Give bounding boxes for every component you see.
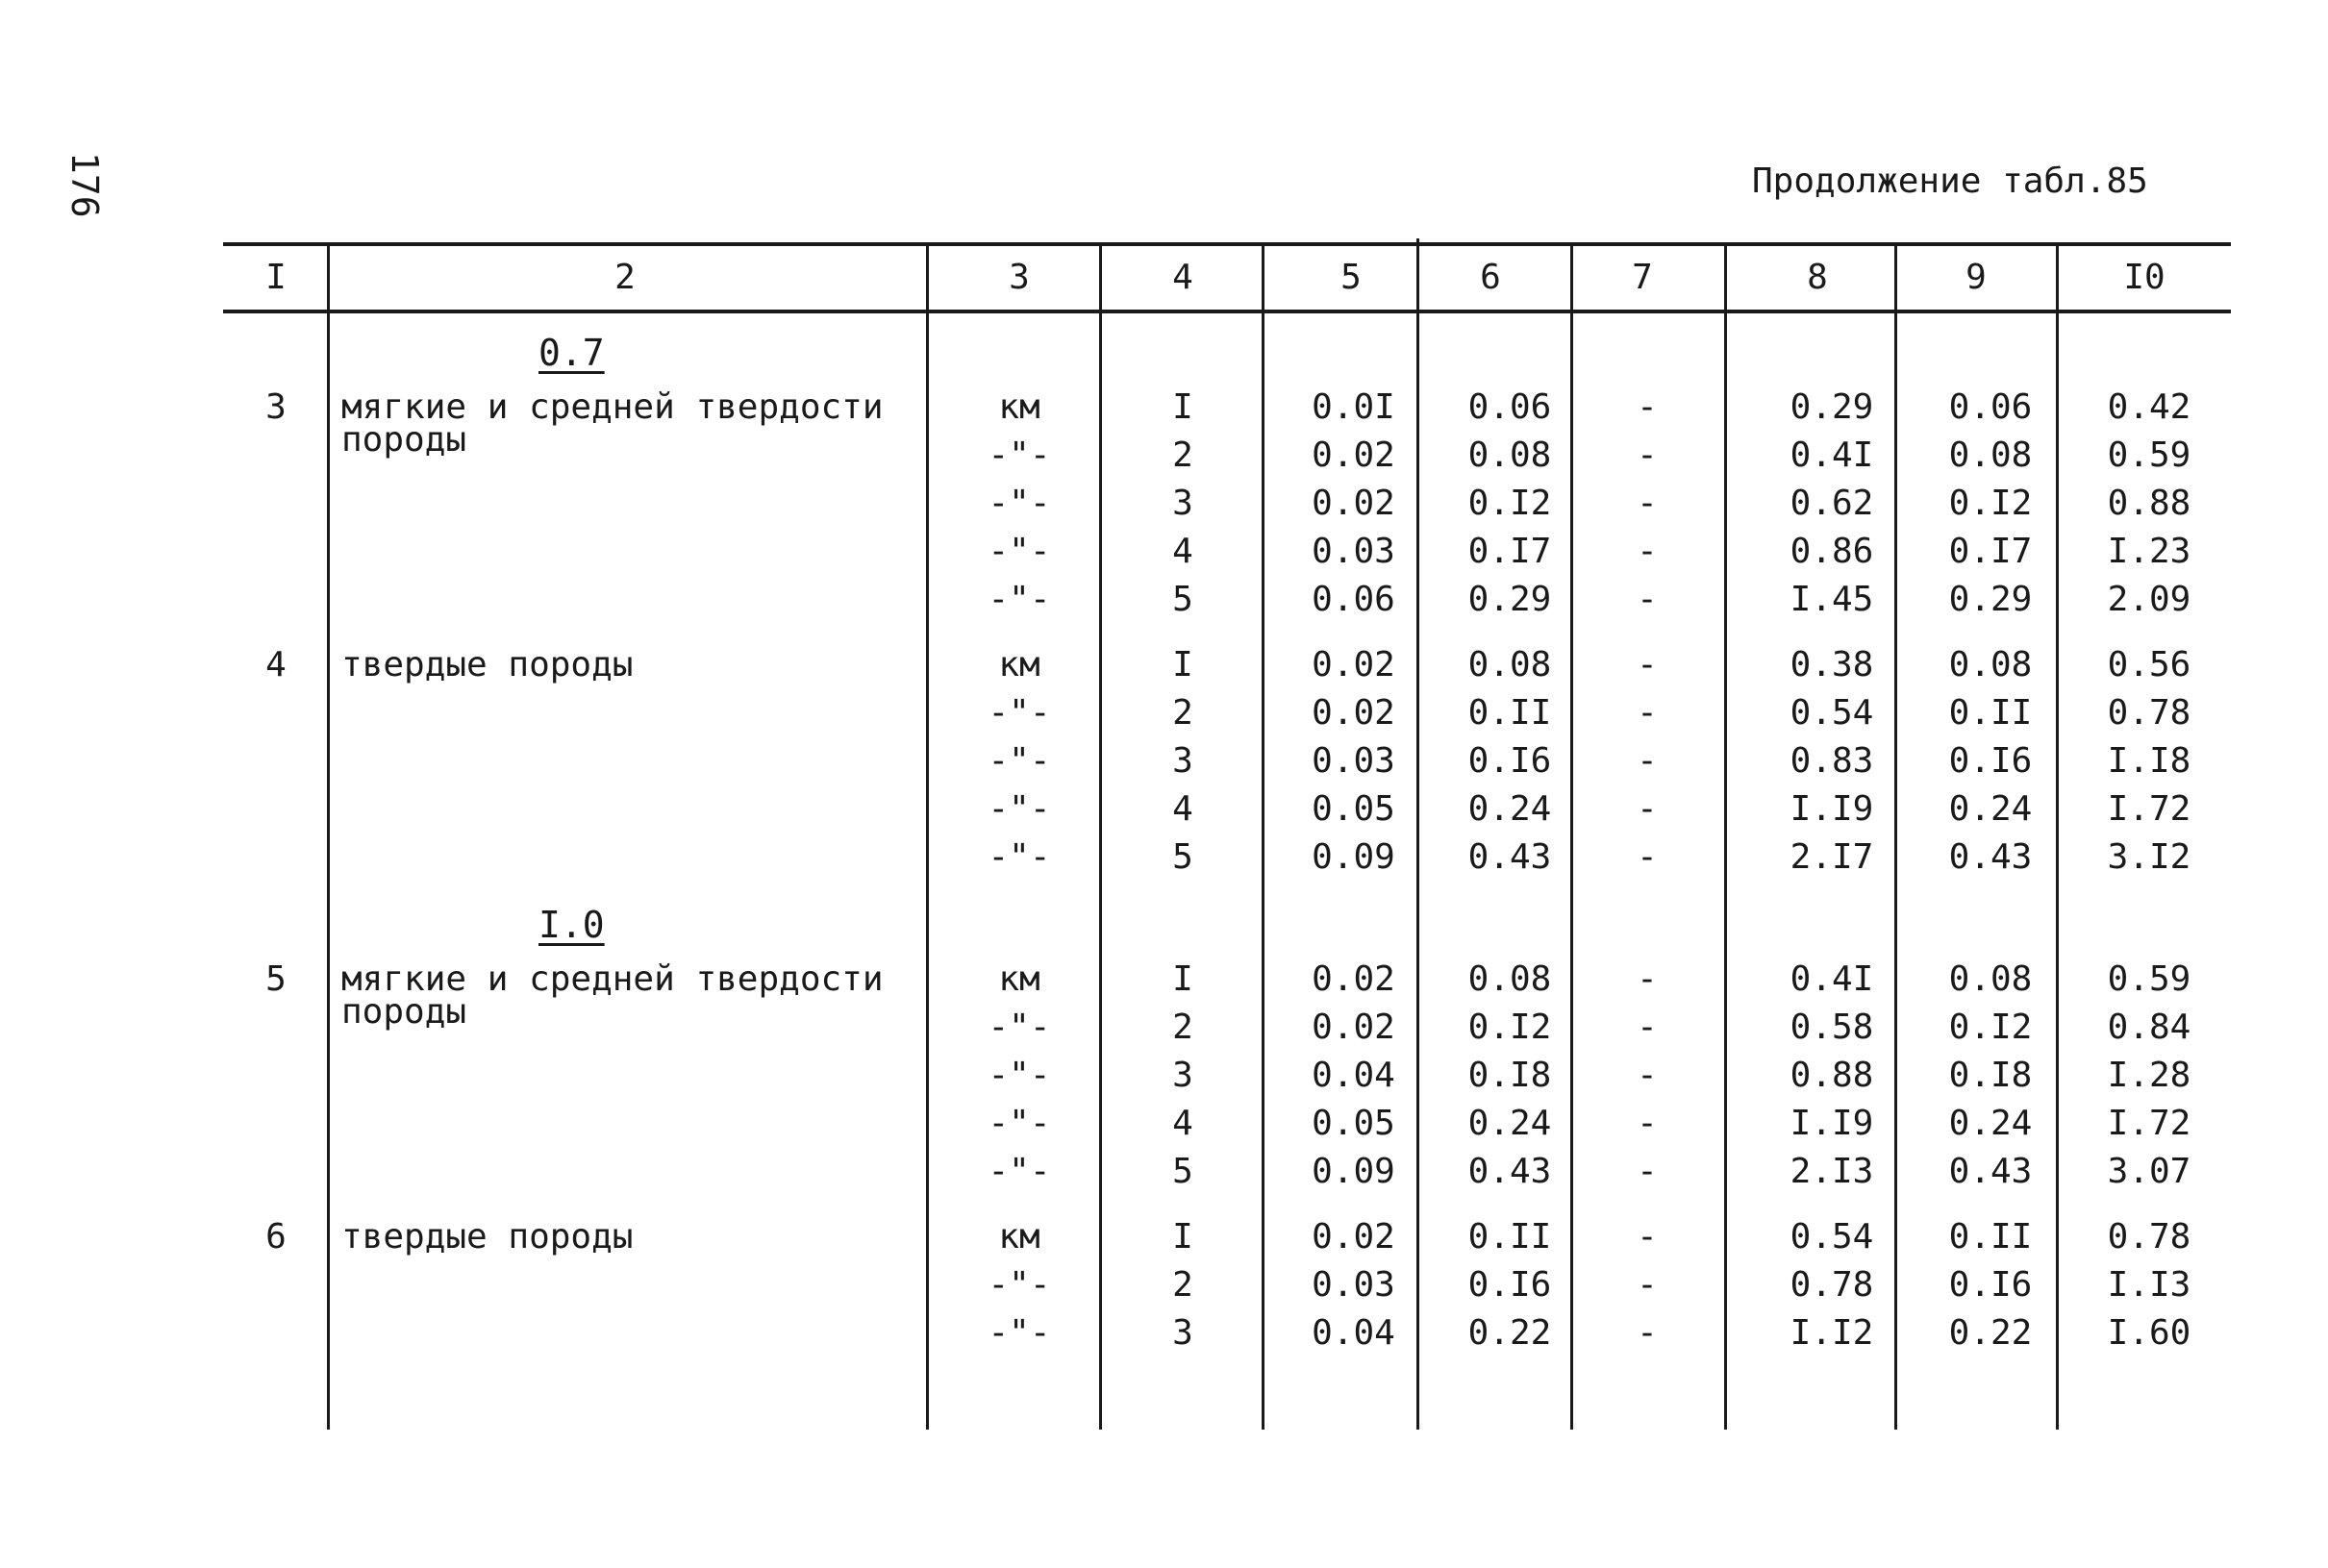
unit-cell: км [998, 959, 1040, 999]
col6-cell: 0.06 [1467, 387, 1552, 427]
col9-cell: 0.08 [1948, 645, 2033, 684]
column-divider [1894, 242, 1897, 1430]
col9-cell: 0.06 [1948, 387, 2033, 427]
col8-cell: 0.83 [1790, 741, 1874, 781]
col9-cell: 0.I2 [1948, 484, 2033, 523]
col4-cell: 5 [1172, 837, 1193, 877]
col4-cell: 2 [1172, 1265, 1193, 1305]
unit-cell: -"- [988, 1265, 1051, 1305]
section-label: I.0 [538, 904, 605, 946]
row-number: 4 [265, 645, 287, 684]
col6-cell: 0.24 [1467, 789, 1552, 829]
col4-cell: 5 [1172, 1152, 1193, 1191]
col4-cell: I [1172, 387, 1193, 427]
col9-cell: 0.I7 [1948, 532, 2033, 571]
col9-cell: 0.24 [1948, 1104, 2033, 1143]
col8-cell: 0.4I [1790, 436, 1874, 475]
col4-cell: 2 [1172, 693, 1193, 733]
col8-cell: 0.78 [1790, 1265, 1874, 1305]
column-divider [1724, 242, 1727, 1430]
unit-cell: км [998, 387, 1040, 427]
col7-cell: - [1637, 693, 1658, 733]
col6-cell: 0.II [1467, 1217, 1552, 1257]
header-cell: 3 [1009, 258, 1030, 297]
col6-cell: 0.22 [1467, 1313, 1552, 1353]
header-cell: 6 [1480, 258, 1501, 297]
row-description: мягкие и средней твердости [341, 959, 884, 999]
unit-cell: -"- [988, 532, 1051, 571]
col7-cell: - [1637, 1008, 1658, 1047]
col4-cell: 3 [1172, 484, 1193, 523]
col8-cell: I.I9 [1790, 1104, 1874, 1143]
section-label: 0.7 [538, 332, 605, 374]
col10-cell: 0.84 [2107, 1008, 2191, 1047]
unit-cell: -"- [988, 741, 1051, 781]
col4-cell: 5 [1172, 580, 1193, 619]
col5-cell: 0.02 [1312, 436, 1395, 475]
col9-cell: 0.24 [1948, 789, 2033, 829]
col6-cell: 0.I8 [1467, 1056, 1552, 1095]
col10-cell: I.72 [2107, 1104, 2191, 1143]
col10-cell: 0.56 [2107, 645, 2191, 684]
col8-cell: 2.I7 [1790, 837, 1874, 877]
unit-cell: -"- [988, 1008, 1051, 1047]
col6-cell: 0.I6 [1467, 741, 1552, 781]
col4-cell: I [1172, 1217, 1193, 1257]
column-divider [1099, 242, 1102, 1430]
col4-cell: I [1172, 645, 1193, 684]
col6-cell: 0.I7 [1467, 532, 1552, 571]
col6-cell: 0.II [1467, 693, 1552, 733]
col6-cell: 0.43 [1467, 1152, 1552, 1191]
col10-cell: I.23 [2107, 532, 2191, 571]
col8-cell: 0.58 [1790, 1008, 1874, 1047]
unit-cell: -"- [988, 1152, 1051, 1191]
col7-cell: - [1637, 387, 1658, 427]
col7-cell: - [1637, 436, 1658, 475]
col10-cell: 3.I2 [2107, 837, 2191, 877]
col10-cell: 0.78 [2107, 1217, 2191, 1257]
col10-cell: I.72 [2107, 789, 2191, 829]
col9-cell: 0.08 [1948, 959, 2033, 999]
col10-cell: I.60 [2107, 1313, 2191, 1353]
col10-cell: 3.07 [2107, 1152, 2191, 1191]
col5-cell: 0.03 [1312, 741, 1395, 781]
row-number: 6 [265, 1217, 287, 1257]
col6-cell: 0.I2 [1467, 484, 1552, 523]
col5-cell: 0.02 [1312, 1008, 1395, 1047]
col6-cell: 0.08 [1467, 645, 1552, 684]
col5-cell: 0.02 [1312, 484, 1395, 523]
col4-cell: 2 [1172, 1008, 1193, 1047]
col5-cell: 0.05 [1312, 789, 1395, 829]
col5-cell: 0.02 [1312, 645, 1395, 684]
col8-cell: 0.29 [1790, 387, 1874, 427]
col4-cell: 4 [1172, 1104, 1193, 1143]
col10-cell: 0.59 [2107, 959, 2191, 999]
col7-cell: - [1637, 484, 1658, 523]
col9-cell: 0.I6 [1948, 741, 2033, 781]
header-cell: 5 [1340, 258, 1362, 297]
header-bottom-rule [223, 310, 2231, 313]
col10-cell: I.28 [2107, 1056, 2191, 1095]
col10-cell: 0.78 [2107, 693, 2191, 733]
col6-cell: 0.08 [1467, 959, 1552, 999]
col6-cell: 0.29 [1467, 580, 1552, 619]
col4-cell: 4 [1172, 789, 1193, 829]
header-cell: 7 [1632, 258, 1653, 297]
header-cell: 2 [614, 258, 636, 297]
unit-cell: -"- [988, 789, 1051, 829]
row-description: породы [341, 420, 467, 460]
col9-cell: 0.22 [1948, 1313, 2033, 1353]
col8-cell: I.45 [1790, 580, 1874, 619]
col5-cell: 0.0I [1312, 387, 1395, 427]
header-cell: 9 [1965, 258, 1987, 297]
col8-cell: 0.86 [1790, 532, 1874, 571]
col5-cell: 0.02 [1312, 959, 1395, 999]
unit-cell: км [998, 1217, 1040, 1257]
col8-cell: 0.4I [1790, 959, 1874, 999]
row-description: породы [341, 992, 467, 1032]
col4-cell: 3 [1172, 741, 1193, 781]
header-cell: 4 [1172, 258, 1193, 297]
column-divider [1262, 242, 1264, 1430]
col7-cell: - [1637, 532, 1658, 571]
col7-cell: - [1637, 959, 1658, 999]
col6-cell: 0.I2 [1467, 1008, 1552, 1047]
col7-cell: - [1637, 837, 1658, 877]
row-description: твердые породы [341, 645, 634, 684]
unit-cell: -"- [988, 436, 1051, 475]
unit-cell: -"- [988, 1056, 1051, 1095]
col5-cell: 0.04 [1312, 1056, 1395, 1095]
col5-cell: 0.04 [1312, 1313, 1395, 1353]
col7-cell: - [1637, 1152, 1658, 1191]
col7-cell: - [1637, 1217, 1658, 1257]
col9-cell: 0.43 [1948, 1152, 2033, 1191]
col6-cell: 0.I6 [1467, 1265, 1552, 1305]
col7-cell: - [1637, 1265, 1658, 1305]
row-number: 5 [265, 959, 287, 999]
col9-cell: 0.08 [1948, 436, 2033, 475]
col5-cell: 0.09 [1312, 837, 1395, 877]
col10-cell: 2.09 [2107, 580, 2191, 619]
col8-cell: 0.88 [1790, 1056, 1874, 1095]
col7-cell: - [1637, 1104, 1658, 1143]
col9-cell: 0.II [1948, 693, 2033, 733]
col10-cell: I.I3 [2107, 1265, 2191, 1305]
col4-cell: 2 [1172, 436, 1193, 475]
col4-cell: 4 [1172, 532, 1193, 571]
col9-cell: 0.I6 [1948, 1265, 2033, 1305]
unit-cell: -"- [988, 837, 1051, 877]
col5-cell: 0.05 [1312, 1104, 1395, 1143]
col9-cell: 0.29 [1948, 580, 2033, 619]
col9-cell: 0.I8 [1948, 1056, 2033, 1095]
table-caption: Продолжение табл.85 [1752, 162, 2148, 201]
header-cell: I0 [2123, 258, 2165, 297]
col5-cell: 0.09 [1312, 1152, 1395, 1191]
col4-cell: I [1172, 959, 1193, 999]
col9-cell: 0.43 [1948, 837, 2033, 877]
col8-cell: 0.62 [1790, 484, 1874, 523]
col10-cell: I.I8 [2107, 741, 2191, 781]
row-description: твердые породы [341, 1217, 634, 1257]
col7-cell: - [1637, 580, 1658, 619]
col8-cell: 0.54 [1790, 693, 1874, 733]
col9-cell: 0.I2 [1948, 1008, 2033, 1047]
column-divider [926, 242, 929, 1430]
page-number: 176 [63, 152, 106, 218]
row-description: мягкие и средней твердости [341, 387, 884, 427]
header-cell: 8 [1807, 258, 1828, 297]
row-number: 3 [265, 387, 287, 427]
col7-cell: - [1637, 645, 1658, 684]
col8-cell: I.I9 [1790, 789, 1874, 829]
col10-cell: 0.59 [2107, 436, 2191, 475]
col10-cell: 0.88 [2107, 484, 2191, 523]
unit-cell: -"- [988, 580, 1051, 619]
col9-cell: 0.II [1948, 1217, 2033, 1257]
col5-cell: 0.02 [1312, 693, 1395, 733]
unit-cell: -"- [988, 484, 1051, 523]
unit-cell: км [998, 645, 1040, 684]
col7-cell: - [1637, 741, 1658, 781]
header-cell: I [265, 258, 287, 297]
col8-cell: 0.54 [1790, 1217, 1874, 1257]
col8-cell: I.I2 [1790, 1313, 1874, 1353]
col10-cell: 0.42 [2107, 387, 2191, 427]
col8-cell: 2.I3 [1790, 1152, 1874, 1191]
unit-cell: -"- [988, 1313, 1051, 1353]
col4-cell: 3 [1172, 1056, 1193, 1095]
col6-cell: 0.43 [1467, 837, 1552, 877]
unit-cell: -"- [988, 693, 1051, 733]
col5-cell: 0.06 [1312, 580, 1395, 619]
col8-cell: 0.38 [1790, 645, 1874, 684]
col6-cell: 0.08 [1467, 436, 1552, 475]
col5-cell: 0.03 [1312, 532, 1395, 571]
unit-cell: -"- [988, 1104, 1051, 1143]
col7-cell: - [1637, 1313, 1658, 1353]
col4-cell: 3 [1172, 1313, 1193, 1353]
col5-cell: 0.03 [1312, 1265, 1395, 1305]
col5-cell: 0.02 [1312, 1217, 1395, 1257]
col7-cell: - [1637, 789, 1658, 829]
col7-cell: - [1637, 1056, 1658, 1095]
column-divider [327, 242, 330, 1430]
table-top-rule [223, 242, 2231, 246]
col6-cell: 0.24 [1467, 1104, 1552, 1143]
